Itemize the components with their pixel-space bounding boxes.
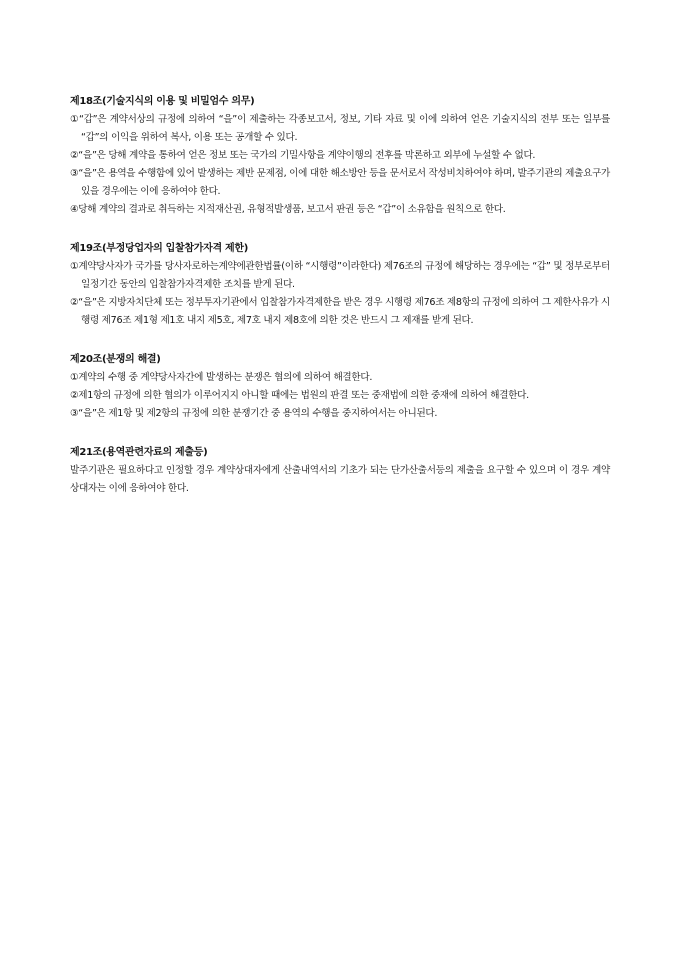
article-20 [70, 351, 610, 423]
article-18-clause-3: ③“을”은 용역을 수행함에 있어 발생하는 제반 문제점, 이에 대한 해소방안 등을 문서로서 작성비치하여야 하며, 발주기관의 제출요구가 있을 경우에는 이에 응하여야 한다. [70, 168, 610, 197]
article-18-clause-1: ①“갑”은 계약서상의 규정에 의하여 “을”이 제출하는 각종보고서, 정보, 기타 자료 및 이에 의하여 얻은 기술지식의 전부 또는 일부를 “갑”의 이익을 위하여 복사, 이용 또는 공개할 수 있다. [70, 114, 610, 143]
article-19-heading: 제19조(부정당업자의 입찰참가자격 제한) [70, 243, 248, 254]
article-19-clause-2: ②“을”은 지방자치단체 또는 정부투자기관에서 입찰참가자격제한을 받은 경우 시행령 제76조 제8항의 규정에 의하여 그 제한사유가 시행령 제76조 제1형 제1호 내지 제5호, 제7호 내지 제8호에 의한 것은 반드시 그 제재를 받게 된다. [70, 297, 610, 326]
article-21 [70, 444, 610, 498]
article-20-clause-2: ②제1항의 규정에 의한 협의가 이루어지지 아니할 때에는 법원의 판결 또는 중재법에 의한 중재에 의하여 해결한다. [70, 390, 529, 401]
article-19-clause-1: ①계약당사자가 국가를 당사자로하는계약에관한법률(이하 “시행령”이라한다) 제76조의 규정에 해당하는 경우에는 “갑” 및 정부로부터 일정기간 동안의 입찰참가자격제한 조치를 받게 된다. [70, 261, 610, 290]
article-18-clause-4: ④당해 계약의 결과로 취득하는 지적재산권, 유형적발생품, 보고서 판권 등은 “갑”이 소유함을 원칙으로 한다. [70, 204, 506, 215]
article-20-clause-1: ①계약의 수행 중 계약당사자간에 발생하는 분쟁은 협의에 의하여 해결한다. [70, 372, 373, 383]
article-18-clause-2: ②“을”은 당해 계약을 통하여 얻은 정보 또는 국가의 기밀사항을 계약이행의 전후를 막론하고 외부에 누설할 수 없다. [70, 150, 536, 161]
article-21-paragraph: 발주기관은 필요하다고 인정할 경우 계약상대자에게 산출내역서의 기초가 되는 단가산출서등의 제출을 요구할 수 있으며 이 경우 계약상대자는 이에 응하여야 한다. [70, 465, 610, 494]
article-21-heading: 제21조(용역관련자료의 제출등) [70, 447, 208, 458]
article-18-heading: 제18조(기술지식의 이용 및 비밀엄수 의무) [70, 96, 255, 107]
article-18 [70, 93, 610, 219]
article-19 [70, 240, 610, 330]
document-body [70, 93, 610, 519]
article-20-clause-3: ③“을”은 제1항 및 제2항의 규정에 의한 분쟁기간 중 용역의 수행을 중지하여서는 아니된다. [70, 408, 438, 419]
article-20-heading: 제20조(분쟁의 해결) [70, 354, 161, 365]
